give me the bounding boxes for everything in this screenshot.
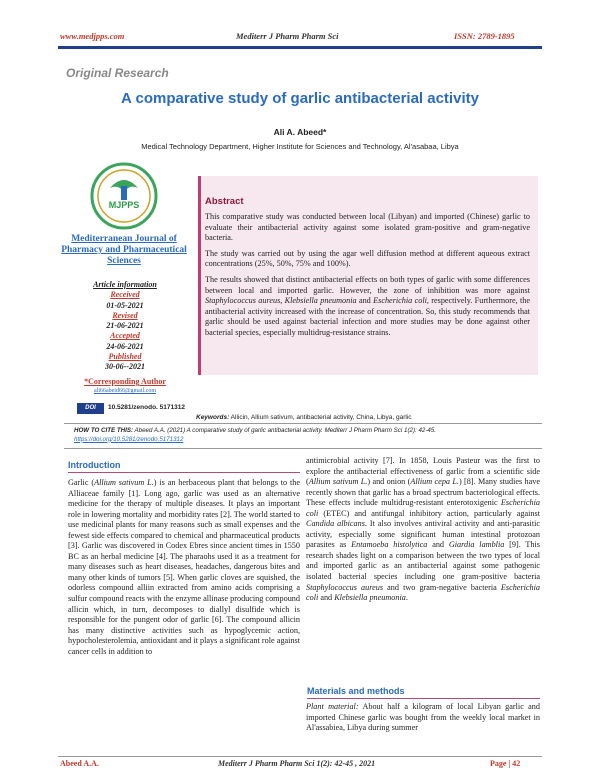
methods-heading: Materials and methods <box>307 686 405 696</box>
abstract-paragraph: The study was carried out by using the agar well diffusion method at different aqueous extract concentrations (25%, 50%, 75% and 100%). <box>205 248 530 269</box>
accepted-label: Accepted <box>110 331 140 341</box>
author-affiliation: Medical Technology Department, Higher Institute for Sciences and Technology, Al'asabaa, Libya <box>141 142 459 151</box>
footer-journal: Mediterr J Pharm Pharm Sci 1(2): 42-45 , 2021 <box>218 759 376 768</box>
received-label: Received <box>110 290 140 300</box>
header-journal-title: Mediterr J Pharm Pharm Sci <box>236 31 339 41</box>
citation-label: HOW TO CITE THIS: <box>74 427 134 434</box>
abstract-paragraph: This comparative study was conducted between local (Libyan) and imported (Chinese) garlic to evaluate their antibacterial activity against some isolated gram-positive and gram-negative bacteria. <box>205 212 530 243</box>
footer-author: Abeed A.A. <box>60 759 99 768</box>
journal-url[interactable]: www.medjpps.com <box>60 31 125 41</box>
journal-logo-icon <box>90 162 158 230</box>
published-label: Published <box>108 352 142 362</box>
keywords-label: Keywords: <box>196 414 230 421</box>
doi-value[interactable]: 10.5281/zenodo. 5171312 <box>108 404 185 411</box>
section-divider <box>68 472 300 473</box>
article-info-title: Article information <box>93 280 157 289</box>
corresponding-author-label: *Corresponding Author <box>84 377 166 386</box>
accepted-date: 24-06-2021 <box>106 341 144 351</box>
header-divider <box>58 46 542 49</box>
abstract-paragraph: The results showed that distinct antibacterial effects on both types of garlic with some differences between local and imported garlic. However, the zone of inhibition was more against Staphylococcus aureus, Klebsiella pneumonia and Escherichia coli, respectively. Furthermore, the antibacterial activity increased with the increase of concentration. So, this study recommends that garlic should be used against bacterial infection and more studies may be done against other bacterial species, especially multidrug-resistance strains. <box>205 274 531 337</box>
abstract-text <box>205 212 530 344</box>
logo-text: MJPPS <box>108 200 140 210</box>
introduction-text-continued: antimicrobial activity [7]. In 1858, Louis Pasteur was the first to explore the antibacterial effectiveness of garlic from a scientific side (Allium sativum L.) and onion (Allium cepa L.) [8]. Many studies have recently shown that garlic has a broad spectrum bacteriological effects. These effects include multidrug-resistant enterotoxigenic Escherichia coli (ETEC) and antifungal inhibitory action, particularly against Candida albicans. It also involves antiviral activity and anti-parasitic activity, especially some significant human intestinal protozoan parasites as Entamoeba histolytica and Giardia lamblia [9]. This research shades light on a comparison between the two types of local and imported garlic as an antibacterial against some pathogenic isolated bacterial species including one gram-positive bacteria Staphylococcus aureus and two gram-negative bacteria Escherichia coli and Klebsiella pneumonia. <box>306 456 541 603</box>
article-title: A comparative study of garlic antibacterial activity <box>121 90 479 107</box>
footer-page-number: Page | 42 <box>490 759 521 768</box>
author-name: Ali A. Abeed* <box>273 127 327 137</box>
methods-text: Plant material: About half a kilogram of local Libyan garlic and imported Chinese garlic was bought from the weekly local market in Al'assabiea, Libya during summer <box>306 702 540 733</box>
doi-badge: DOI <box>77 403 104 414</box>
keywords <box>196 414 412 421</box>
footer-divider <box>58 756 542 757</box>
sidebar-journal-name[interactable]: Mediterranean Journal of Pharmacy and Pharmaceutical Sciences <box>61 234 187 266</box>
section-divider <box>307 698 540 699</box>
keywords-value: Allicin, Allium sativum, antibacterial activity, China, Libya, garlic <box>229 414 412 421</box>
introduction-heading: Introduction <box>68 460 121 470</box>
citation-text: HOW TO CITE THIS: Abeed A.A. (2021) A comparative study of garlic antibacterial activity. Mediterr J Pharm Pharm Sci 1(2): 42-45. https://doi.org/10.5281/zenodo.5171312 <box>74 427 436 443</box>
corresponding-email-link[interactable]: ali66abeid66@gmail.com <box>93 388 156 394</box>
citation-doi-link[interactable]: https://doi.org/10.5281/zenodo.5171312 <box>74 435 184 443</box>
header-issn: ISSN: 2789-1895 <box>454 31 515 41</box>
revised-date: 21-06-2021 <box>106 321 144 331</box>
article-information <box>60 280 190 373</box>
abstract-heading: Abstract <box>205 196 244 207</box>
article-type: Original Research <box>66 66 169 80</box>
published-date: 30-06--2021 <box>105 362 145 372</box>
received-date: 01-05-2021 <box>106 300 144 310</box>
revised-label: Revised <box>112 310 138 320</box>
introduction-text: Garlic (Allium sativum L.) is an herbaceous plant that belongs to the Alliaceae family [1]. Long ago, garlic was used as an alternative medicine for the therapy of multiple diseases. It plays an important role in lowering mortality and morbidity rates [2]. The world started to use medicinal plants for many reasons such as small expenses and the fewest side effects compared to chemical and pharmaceutical products [3]. Garlic was discovered in Codex Ebres since ancient times in 1550 BC as an herbal medicine [4]. The pharaohs used it as a treatment for many diseases such as heart diseases, headaches, dangerous bites and many other kinds of tumors [5]. When garlic cloves are squished, the odorless compound alliin extracted from amino acids comprising a sulfur compound reacts with the enzyme allinase producing compound allicin which, in turn, decomposes to diallyl disulfide which is responsible for the pungent odor of garlic [6]. The compound allicin has many distinctive activities such as hypoglycemic action, hypocholesterolemia, antioxidant and it plays a significant role against cancer cells in addition to <box>68 478 301 656</box>
